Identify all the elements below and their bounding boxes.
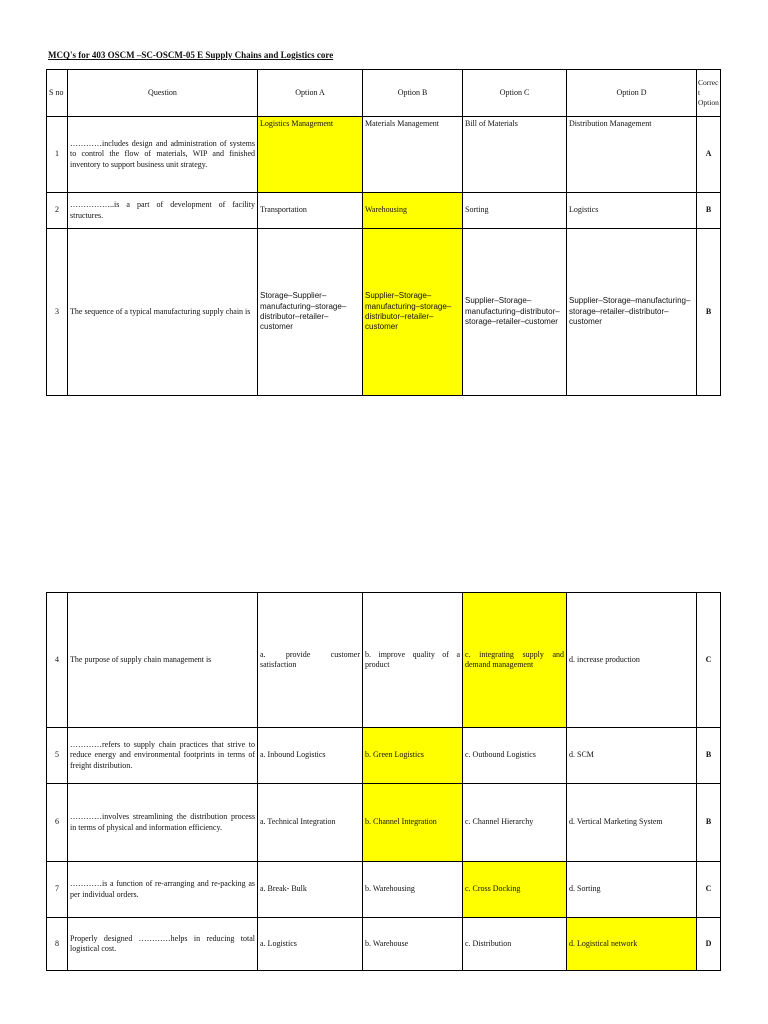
option-b-cell: b. Warehousing [363, 862, 463, 918]
row-sno: 4 [47, 593, 68, 728]
row-sno: 8 [47, 918, 68, 971]
option-c-cell: c. Outbound Logistics [463, 728, 567, 784]
option-c-cell: Sorting [463, 193, 567, 229]
table-row [47, 593, 721, 728]
option-c-cell: Bill of Materials [463, 117, 567, 193]
option-a-cell: Storage–Supplier–manufacturing–storage–distributor–retailer–customer [258, 229, 363, 396]
header-correct: Correct Option [697, 70, 721, 117]
header-option-d: Option D [567, 70, 697, 117]
option-b-cell: Warehousing [363, 193, 463, 229]
option-a-cell: Logistics Management [258, 117, 363, 193]
correct-answer: B [697, 728, 721, 784]
option-a-cell: a. Logistics [258, 918, 363, 971]
option-d-cell: d. Logistical network [567, 918, 697, 971]
mcq-table-top [46, 69, 721, 396]
option-c-cell: c. integrating supply and demand management [463, 593, 567, 728]
row-sno: 3 [47, 229, 68, 396]
row-question: The sequence of a typical manufacturing supply chain is [68, 229, 258, 396]
row-question: The purpose of supply chain management is [68, 593, 258, 728]
option-c-cell: Supplier–Storage–manufacturing–distributor–storage–retailer–customer [463, 229, 567, 396]
option-a-cell: a. provide customer satisfaction [258, 593, 363, 728]
row-question: Properly designed …………helps in reducing total logistical cost. [68, 918, 258, 971]
option-d-cell: d. Vertical Marketing System [567, 784, 697, 862]
row-sno: 2 [47, 193, 68, 229]
correct-answer: C [697, 593, 721, 728]
mcq-table-bottom [46, 592, 721, 971]
table-row [47, 229, 721, 396]
row-question: …………involves streamlining the distribution process in terms of physical and information efficiency. [68, 784, 258, 862]
header-option-b: Option B [363, 70, 463, 117]
option-b-cell: b. Channel Integration [363, 784, 463, 862]
option-b-cell: Supplier–Storage–manufacturing–storage–distributor–retailer–customer [363, 229, 463, 396]
option-d-cell: d. Sorting [567, 862, 697, 918]
option-a-cell: a. Inbound Logistics [258, 728, 363, 784]
option-c-cell: c. Channel Hierarchy [463, 784, 567, 862]
row-question: …………is a function of re-arranging and re-packing as per individual orders. [68, 862, 258, 918]
header-row [47, 70, 721, 117]
row-sno: 5 [47, 728, 68, 784]
option-a-cell: a. Break- Bulk [258, 862, 363, 918]
correct-answer: D [697, 918, 721, 971]
row-sno: 1 [47, 117, 68, 193]
option-b-cell: Materials Management [363, 117, 463, 193]
option-b-cell: b. improve quality of a product [363, 593, 463, 728]
page-title: MCQ's for 403 OSCM –SC-OSCM-05 E Supply Chains and Logistics core [48, 50, 334, 60]
header-option-a: Option A [258, 70, 363, 117]
row-question: …………refers to supply chain practices that strive to reduce energy and environmental footprints in terms of freight distribution. [68, 728, 258, 784]
correct-answer: B [697, 784, 721, 862]
table-row [47, 193, 721, 229]
correct-answer: B [697, 229, 721, 396]
option-a-cell: Transportation [258, 193, 363, 229]
option-d-cell: Distribution Management [567, 117, 697, 193]
table-row [47, 117, 721, 193]
correct-answer: B [697, 193, 721, 229]
option-d-cell: d. increase production [567, 593, 697, 728]
correct-answer: C [697, 862, 721, 918]
option-b-cell: b. Green Logistics [363, 728, 463, 784]
row-question: …………includes design and administration of systems to control the flow of materials, WIP and finished inventory to support business unit strategy. [68, 117, 258, 193]
header-sno: S no [47, 70, 68, 117]
row-question: ……………..is a part of development of facility structures. [68, 193, 258, 229]
correct-answer: A [697, 117, 721, 193]
row-sno: 6 [47, 784, 68, 862]
option-c-cell: c. Cross Docking [463, 862, 567, 918]
table-row [47, 918, 721, 971]
row-sno: 7 [47, 862, 68, 918]
table-row [47, 728, 721, 784]
option-d-cell: d. SCM [567, 728, 697, 784]
option-a-cell: a. Technical Integration [258, 784, 363, 862]
option-d-cell: Logistics [567, 193, 697, 229]
table-row [47, 784, 721, 862]
table-row [47, 862, 721, 918]
header-option-c: Option C [463, 70, 567, 117]
option-b-cell: b. Warehouse [363, 918, 463, 971]
option-d-cell: Supplier–Storage–manufacturing–storage–retailer–distributor–customer [567, 229, 697, 396]
option-c-cell: c. Distribution [463, 918, 567, 971]
header-question: Question [68, 70, 258, 117]
